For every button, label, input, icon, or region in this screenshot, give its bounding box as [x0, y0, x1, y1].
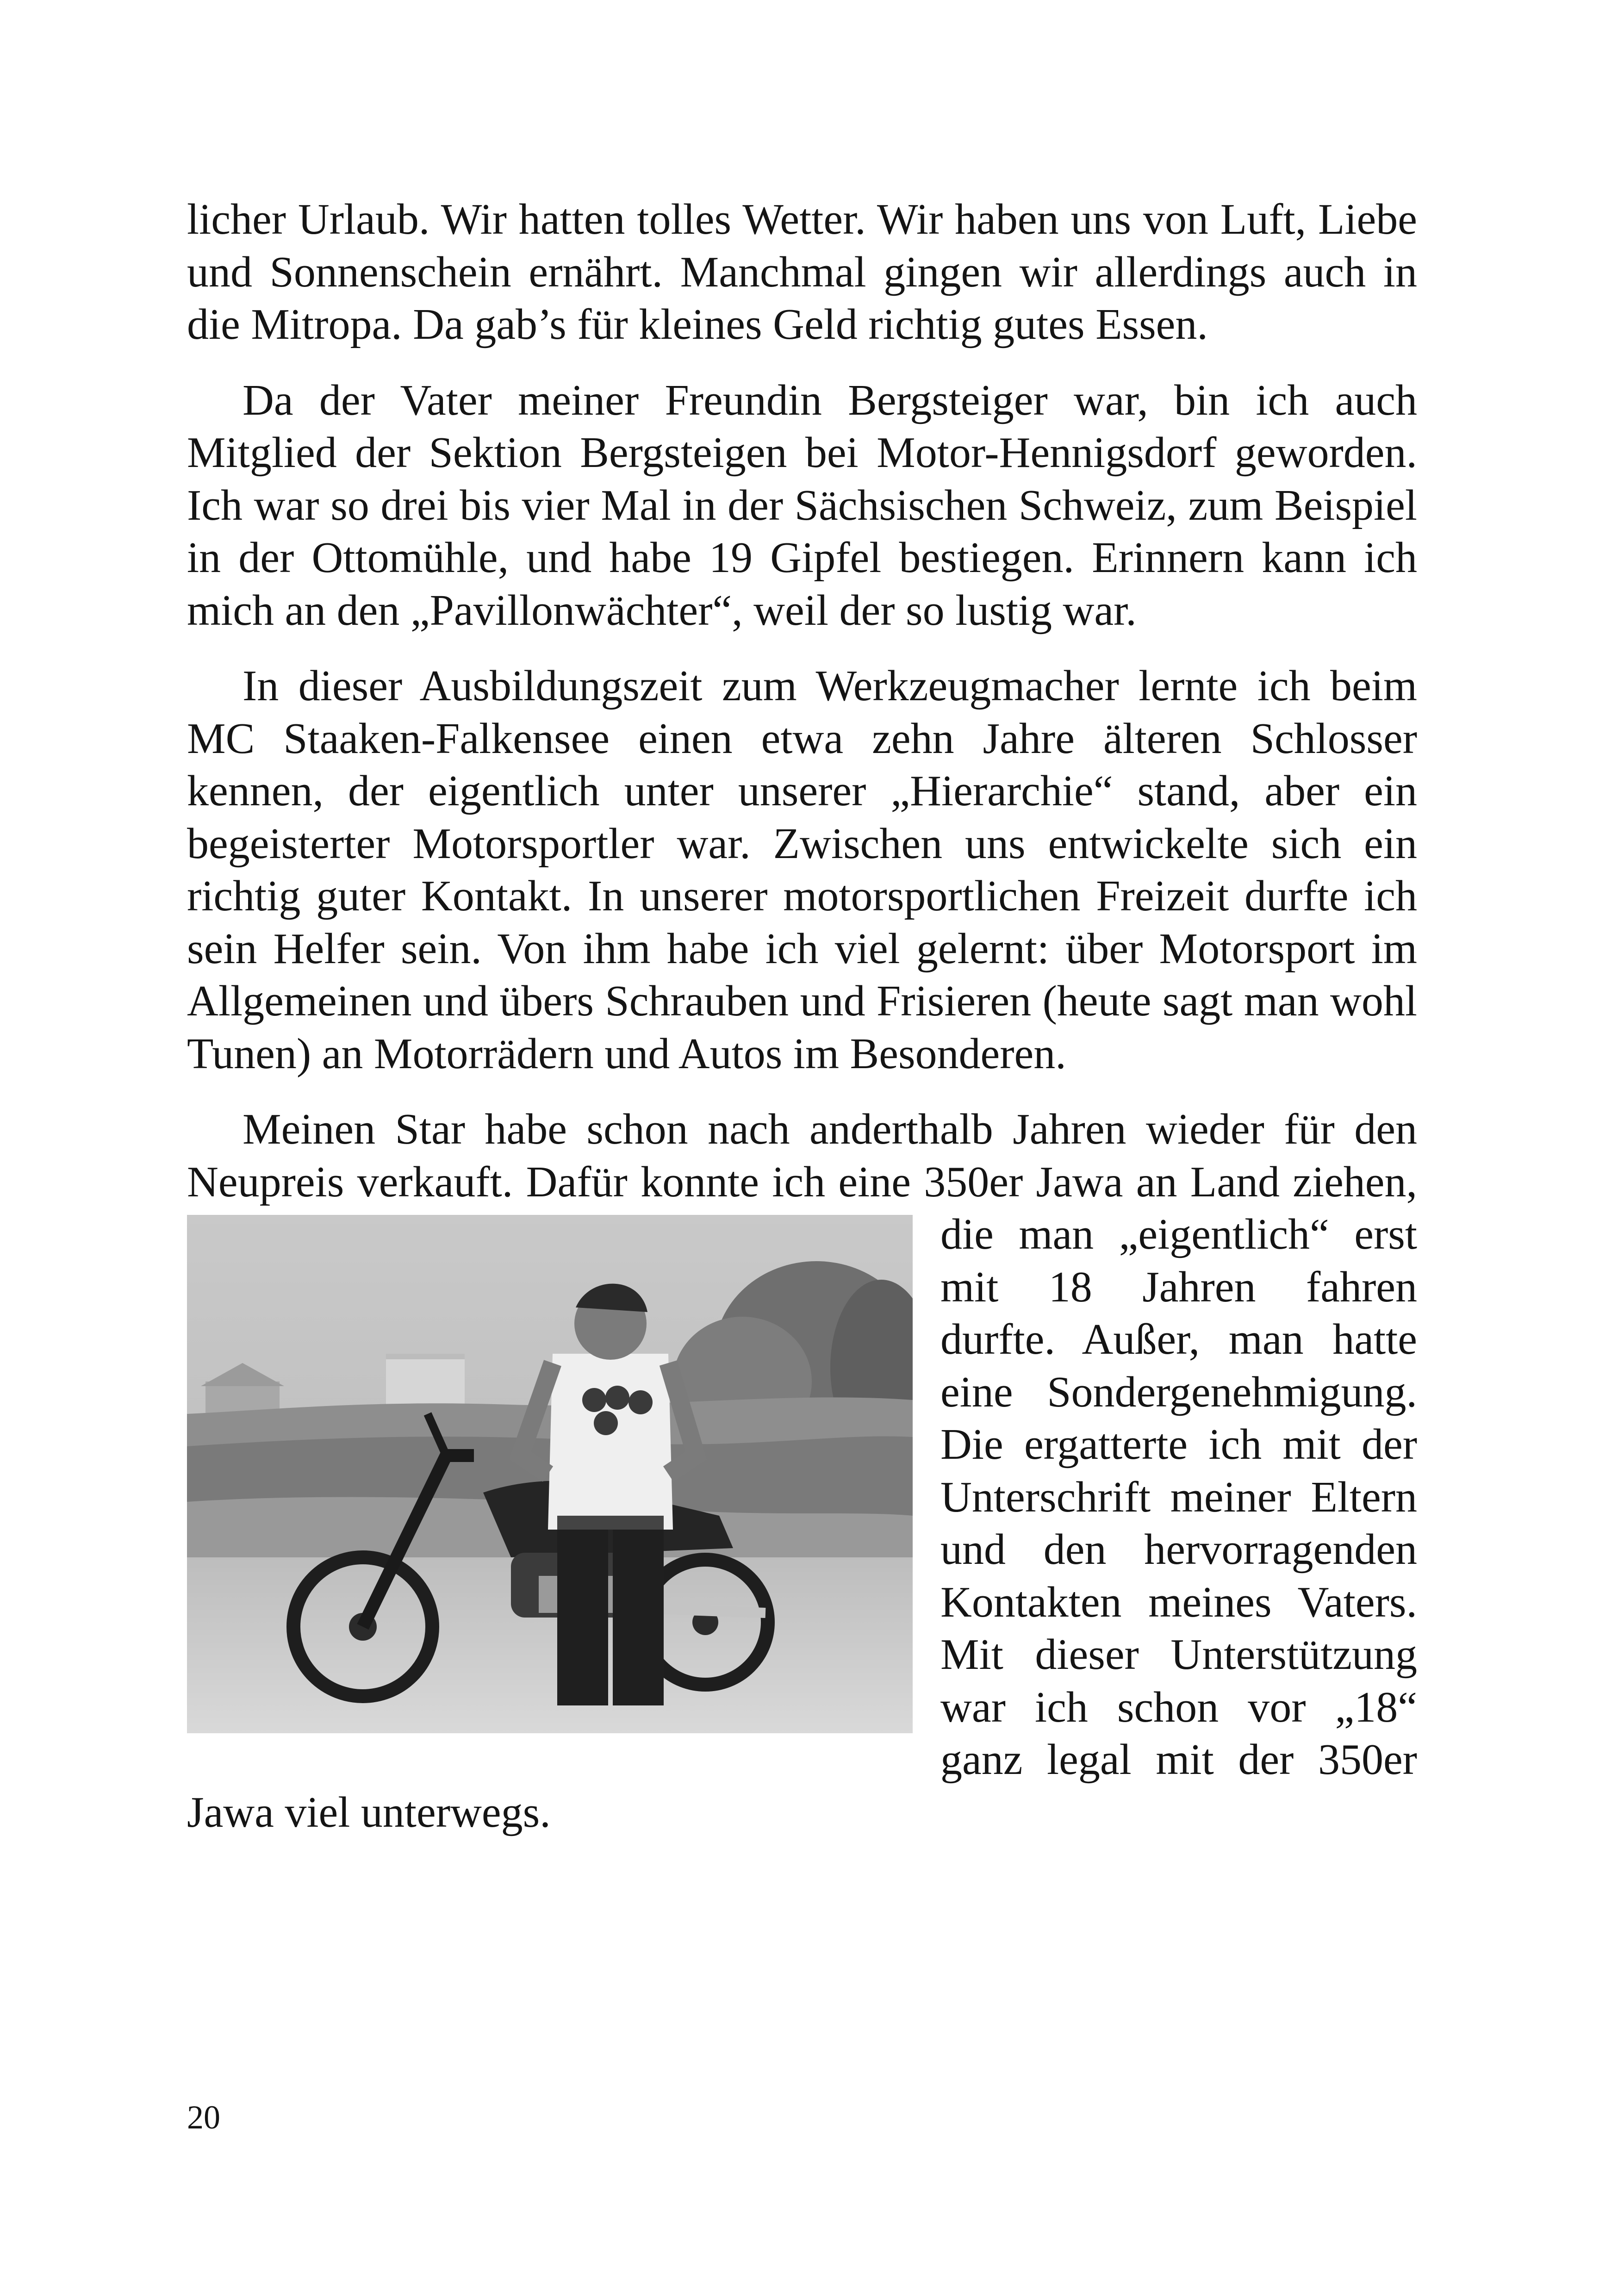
body-text — [187, 193, 1417, 1839]
paragraph-4 — [187, 1103, 1417, 1839]
page-number: 20 — [187, 2099, 220, 2136]
paragraph-2: Da der Vater meiner Freundin Bergsteiger war, bin ich auch Mitglied der Sektion Bergsteigen bei Motor-Hennigsdorf geworden. Ich war so drei bis vier Mal in der Sächsischen Schweiz, zum Beispiel in der Ottomühle, und habe 19 Gipfel bestiegen. Erinnern kann ich mich an den „Pavillonwächter“, weil der so lustig war. — [187, 376, 1417, 635]
motorcycle-photo-image — [187, 1215, 913, 1733]
paragraph-4-continuation: Land ziehen, die man „eigentlich“ erst mit 18 Jahren fahren durfte. Außer, man hatte eine Sondergenehmigung. Die ergatterte ich mit der Unterschrift meiner Eltern und den hervorragenden Kontakten meines Vaters. Mit dieser Unterstützung war ich schon vor „18“ ganz legal mit der 350er Jawa viel unterwegs. — [187, 1157, 1418, 1836]
paragraph-3: In dieser Ausbildungszeit zum Werkzeugmacher lernte ich beim MC Staaken-Falkensee einen etwa zehn Jahre älteren Schlosser kennen, der eigentlich unter unserer „Hierarchie“ stand, aber ein begeisterter Motorsportler war. Zwischen uns entwickelte sich ein richtig guter Kontakt. In unserer motorsportlichen Freizeit durfte ich sein Helfer sein. Von ihm habe ich viel gelernt: über Motorsport im Allgemeinen und übers Schrauben und Frisieren (heute sagt man wohl Tunen) an Motorrädern und Autos im Besonderen. — [187, 662, 1417, 1078]
motorcycle-photo — [187, 1215, 913, 1733]
paragraph-1: licher Urlaub. Wir hatten tolles Wetter. Wir haben uns von Luft, Liebe und Sonnenschein ernährt. Manchmal gingen wir allerdings auch in die Mitropa. Da gab’s für kleines Geld richtig gutes Essen. — [187, 195, 1417, 348]
paragraph-4-lead: Meinen Star habe schon nach anderthalb Jahren wieder für den Neupreis verkauft. Dafür konnte ich eine 350er Jawa an — [187, 1105, 1417, 1206]
